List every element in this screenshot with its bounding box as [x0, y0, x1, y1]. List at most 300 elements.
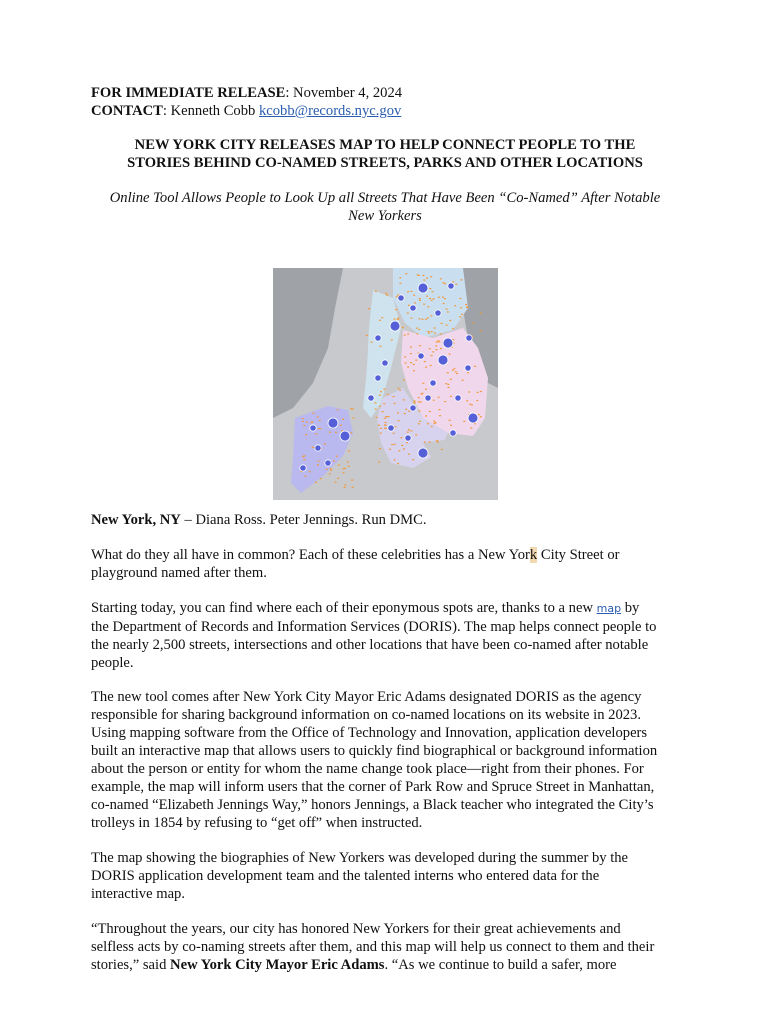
road-segment: [444, 401, 446, 402]
road-segment: [434, 332, 436, 333]
road-segment: [306, 421, 308, 422]
paragraph-development-team: [91, 849, 681, 903]
road-segment: [348, 466, 350, 467]
road-segment: [324, 443, 326, 444]
road-segment: [318, 428, 320, 429]
road-segment: [431, 300, 433, 301]
subheadline: [86, 189, 684, 225]
road-segment: [433, 421, 435, 422]
mayor-name: New York City Mayor Eric Adams: [170, 957, 385, 973]
road-segment: [305, 476, 307, 477]
road-segment: [404, 356, 406, 357]
location-marker: [390, 321, 400, 331]
road-segment: [303, 459, 305, 460]
road-segment: [406, 442, 408, 443]
paragraph-line: trolleys in 1854 by refusing to “get off” when instructed.: [91, 815, 423, 831]
road-segment: [449, 354, 451, 355]
road-segment: [383, 389, 385, 390]
road-segment: [326, 469, 328, 470]
location-marker: [455, 395, 461, 401]
road-segment: [455, 284, 457, 285]
road-segment: [375, 408, 377, 409]
road-segment: [302, 421, 304, 422]
p3-text-e: people.: [91, 655, 134, 671]
road-segment: [419, 318, 421, 319]
road-segment: [476, 400, 478, 401]
road-segment: [400, 437, 402, 438]
road-segment: [379, 395, 381, 396]
location-marker: [435, 310, 441, 316]
paragraph-line: about the person or entity for whom the name change took place—right from their phones. For: [91, 761, 644, 777]
road-segment: [422, 319, 424, 320]
road-segment: [311, 421, 313, 422]
paragraph-dateline: [91, 511, 681, 529]
release-date-line: [91, 84, 691, 102]
road-segment: [429, 298, 431, 299]
road-segment: [419, 300, 421, 301]
road-segment: [421, 394, 423, 395]
road-segment: [319, 420, 321, 421]
paragraph-celebrities: [91, 546, 681, 582]
road-segment: [418, 275, 420, 276]
road-segment: [309, 471, 311, 472]
contact-label: CONTACT: [91, 103, 163, 119]
road-segment: [384, 428, 386, 429]
road-segment: [450, 396, 452, 397]
road-segment: [302, 418, 304, 419]
road-segment: [407, 291, 409, 292]
road-segment: [394, 318, 396, 319]
road-segment: [436, 341, 438, 342]
road-segment: [422, 383, 424, 384]
p2-text-c: playground named after them.: [91, 565, 267, 581]
road-segment: [416, 328, 418, 329]
location-marker: [382, 360, 388, 366]
road-segment: [404, 335, 406, 336]
release-header: [91, 84, 691, 120]
road-segment: [433, 298, 435, 299]
location-marker: [315, 445, 321, 451]
road-segment: [348, 451, 350, 452]
location-marker: [398, 295, 404, 301]
location-marker: [425, 395, 431, 401]
road-segment: [450, 425, 452, 426]
road-segment: [405, 362, 407, 363]
road-segment: [374, 402, 376, 403]
road-segment: [444, 298, 446, 299]
location-marker: [375, 335, 381, 341]
road-segment: [437, 441, 439, 442]
location-marker: [325, 460, 331, 466]
road-segment: [347, 461, 349, 462]
location-marker: [448, 283, 454, 289]
road-segment: [394, 403, 396, 404]
road-segment: [432, 291, 434, 292]
road-segment: [342, 419, 344, 420]
road-segment: [467, 372, 469, 373]
road-segment: [425, 389, 427, 390]
road-segment: [395, 426, 397, 427]
road-segment: [424, 361, 426, 362]
location-marker: [438, 355, 448, 365]
road-segment: [474, 366, 476, 367]
location-marker: [418, 283, 428, 293]
road-segment: [414, 400, 416, 401]
road-segment: [438, 397, 440, 398]
road-segment: [393, 396, 395, 397]
road-segment: [460, 307, 462, 308]
contact-email-link[interactable]: kcobb@records.nyc.gov: [258, 103, 402, 119]
road-segment: [433, 400, 435, 401]
road-segment: [405, 273, 407, 274]
paragraph-line: built an interactive map that allows users to quickly find biographical or background information: [91, 743, 658, 759]
road-segment: [448, 387, 450, 388]
road-segment: [426, 296, 428, 297]
road-segment: [379, 406, 381, 407]
road-segment: [436, 440, 438, 441]
paragraph-line: example, the map will inform users that the corner of Park Row and Spruce Street in Manhattan,: [91, 779, 655, 795]
road-segment: [384, 424, 386, 425]
road-segment: [462, 380, 464, 381]
road-segment: [380, 428, 382, 429]
paragraph-line: co-named “Elizabeth Jennings Way,” honors Jennings, a Black teacher who integrated the City’s: [91, 797, 654, 813]
road-segment: [459, 298, 461, 299]
location-marker: [443, 338, 453, 348]
road-segment: [415, 434, 417, 435]
road-segment: [399, 277, 401, 278]
road-segment: [410, 346, 412, 347]
road-segment: [465, 304, 467, 305]
road-segment: [410, 353, 412, 354]
road-segment: [318, 461, 320, 462]
road-segment: [397, 319, 399, 320]
road-segment: [335, 482, 337, 483]
nyc-map-svg: [273, 268, 498, 500]
road-segment: [313, 413, 315, 414]
location-marker: [405, 435, 411, 441]
road-segment: [440, 278, 442, 279]
road-segment: [404, 413, 406, 414]
road-segment: [438, 341, 440, 342]
road-segment: [452, 370, 454, 371]
road-segment: [410, 430, 412, 431]
p6-text-a: “Throughout the years, our city has honored New Yorkers for their great achievements and: [91, 921, 621, 937]
paragraph-line: The new tool comes after New York City Mayor Eric Adams designated DORIS as the agency: [91, 689, 642, 705]
p2-text-a: What do they all have in common? Each of these celebrities has a New Yor: [91, 547, 530, 563]
road-segment: [303, 425, 305, 426]
road-segment: [449, 420, 451, 421]
p3-text-a: Starting today, you can find where each of their eponymous spots are, thanks to a new: [91, 600, 597, 616]
road-segment: [380, 433, 382, 434]
p3-text-c: the Department of Records and Information Services (DORIS). The map helps connect people to: [91, 619, 657, 635]
road-segment: [447, 384, 449, 385]
road-segment: [425, 367, 427, 368]
road-segment: [453, 368, 455, 369]
road-segment: [330, 468, 332, 469]
road-segment: [447, 311, 449, 312]
road-segment: [395, 309, 397, 310]
road-segment: [435, 345, 437, 346]
road-segment: [439, 409, 441, 410]
road-segment: [383, 403, 385, 404]
road-segment: [350, 432, 352, 433]
paragraph-line: DORIS application development team and the talented interns who entered data for the: [91, 868, 600, 884]
location-marker: [300, 465, 306, 471]
road-segment: [434, 327, 436, 328]
road-segment: [329, 432, 331, 433]
road-segment: [427, 423, 429, 424]
road-segment: [320, 478, 322, 479]
road-segment: [414, 302, 416, 303]
road-segment: [338, 465, 340, 466]
road-segment: [452, 328, 454, 329]
road-segment: [340, 425, 342, 426]
road-segment: [425, 319, 427, 320]
road-segment: [368, 308, 370, 309]
road-segment: [315, 482, 317, 483]
road-segment: [394, 444, 396, 445]
road-segment: [403, 399, 405, 400]
paragraph-line: The map showing the biographies of New Yorkers was developed during the summer by the: [91, 850, 629, 866]
road-segment: [382, 411, 384, 412]
road-segment: [431, 331, 433, 332]
road-segment: [380, 346, 382, 347]
road-segment: [425, 415, 427, 416]
road-segment: [385, 422, 387, 423]
road-segment: [407, 366, 409, 367]
road-segment: [335, 432, 337, 433]
road-segment: [419, 410, 421, 411]
paragraph-line: responsible for sharing background information on co-named locations on its website in 2023.: [91, 707, 641, 723]
road-segment: [452, 281, 454, 282]
road-segment: [431, 426, 433, 427]
road-segment: [456, 373, 458, 374]
road-segment: [480, 313, 482, 314]
road-segment: [333, 460, 335, 461]
dateline-text: – Diana Ross. Peter Jennings. Run DMC.: [180, 512, 427, 528]
road-segment: [343, 472, 345, 473]
road-segment: [418, 401, 420, 402]
road-segment: [337, 478, 339, 479]
road-segment: [466, 306, 468, 307]
road-segment: [351, 480, 353, 481]
road-segment: [446, 325, 448, 326]
road-segment: [427, 331, 429, 332]
road-segment: [315, 433, 317, 434]
road-segment: [336, 456, 338, 457]
road-segment: [480, 330, 482, 331]
road-segment: [305, 434, 307, 435]
road-segment: [446, 309, 448, 310]
road-segment: [449, 320, 451, 321]
road-segment: [455, 371, 457, 372]
road-segment: [440, 333, 442, 334]
road-segment: [376, 417, 378, 418]
road-segment: [412, 459, 414, 460]
road-segment: [385, 293, 387, 294]
dateline: New York, NY: [91, 512, 181, 528]
co-named-locations-map-image: [273, 268, 498, 500]
road-segment: [438, 297, 440, 298]
road-segment: [418, 397, 420, 398]
road-segment: [424, 442, 426, 443]
location-marker: [310, 425, 316, 431]
road-segment: [366, 335, 368, 336]
map-link[interactable]: map: [596, 602, 622, 615]
road-segment: [403, 448, 405, 449]
paragraph-line: Using mapping software from the Office of Technology and Innovation, application developers: [91, 725, 648, 741]
road-segment: [463, 421, 465, 422]
road-segment: [414, 402, 416, 403]
location-marker: [450, 430, 456, 436]
road-segment: [440, 348, 442, 349]
road-segment: [436, 349, 438, 350]
road-segment: [394, 459, 396, 460]
road-segment: [380, 391, 382, 392]
location-marker: [328, 418, 338, 428]
road-segment: [391, 444, 393, 445]
road-segment: [477, 392, 479, 393]
road-segment: [403, 379, 405, 380]
location-marker: [465, 365, 471, 371]
road-segment: [407, 334, 409, 335]
road-segment: [473, 322, 475, 323]
location-marker: [430, 380, 436, 386]
road-segment: [413, 370, 415, 371]
road-segment: [441, 449, 443, 450]
road-segment: [386, 295, 388, 296]
location-marker: [368, 395, 374, 401]
location-marker: [468, 413, 478, 423]
road-segment: [399, 390, 401, 391]
location-marker: [410, 305, 416, 311]
p6-text-d: . “As we continue to build a safer, more: [384, 957, 617, 973]
road-segment: [393, 433, 395, 434]
road-segment: [388, 416, 390, 417]
road-segment: [329, 473, 331, 474]
road-segment: [474, 423, 476, 424]
road-segment: [378, 425, 380, 426]
road-segment: [398, 420, 400, 421]
road-segment: [418, 423, 420, 424]
location-marker: [418, 448, 428, 458]
road-segment: [337, 409, 339, 410]
road-segment: [429, 442, 431, 443]
road-segment: [387, 394, 389, 395]
road-segment: [469, 404, 471, 405]
road-segment: [330, 470, 332, 471]
subheadline-line-1: Online Tool Allows People to Look Up all Streets That Have Been “Co-Named” After Notable: [109, 190, 661, 206]
road-segment: [444, 283, 446, 284]
road-segment: [379, 320, 381, 321]
road-segment: [371, 342, 373, 343]
location-marker: [388, 425, 394, 431]
road-segment: [398, 450, 400, 451]
road-segment: [385, 416, 387, 417]
road-segment: [439, 415, 441, 416]
road-segment: [379, 448, 381, 449]
paragraph-new-tool: [91, 688, 681, 832]
road-segment: [430, 365, 432, 366]
road-segment: [429, 348, 431, 349]
road-segment: [408, 429, 410, 430]
road-segment: [454, 305, 456, 306]
road-segment: [459, 316, 461, 317]
road-segment: [432, 351, 434, 352]
release-date: : November 4, 2024: [285, 85, 403, 101]
road-segment: [418, 329, 420, 330]
road-segment: [426, 278, 428, 279]
road-segment: [447, 372, 449, 373]
p3-text-b: by: [621, 600, 640, 616]
road-segment: [480, 416, 482, 417]
road-segment: [423, 280, 425, 281]
road-segment: [375, 291, 377, 292]
road-segment: [419, 298, 421, 299]
headline-line-1: NEW YORK CITY RELEASES MAP TO HELP CONNECT PEOPLE TO THE: [134, 137, 636, 153]
road-segment: [431, 355, 433, 356]
road-segment: [410, 362, 412, 363]
road-segment: [389, 449, 391, 450]
road-segment: [399, 283, 401, 284]
contact-name: : Kenneth Cobb: [162, 103, 259, 119]
road-segment: [428, 332, 430, 333]
subheadline-line-2: New Yorkers: [348, 208, 422, 224]
road-segment: [419, 345, 421, 346]
road-segment: [429, 288, 431, 289]
road-segment: [415, 360, 417, 361]
location-marker: [466, 335, 472, 341]
road-segment: [381, 317, 383, 318]
road-segment: [352, 487, 354, 488]
road-segment: [427, 306, 429, 307]
road-segment: [396, 296, 398, 297]
road-segment: [401, 445, 403, 446]
road-segment: [408, 411, 410, 412]
road-segment: [430, 315, 432, 316]
road-segment: [466, 400, 468, 401]
road-segment: [378, 462, 380, 463]
road-segment: [398, 318, 400, 319]
road-segment: [461, 279, 463, 280]
road-segment: [407, 313, 409, 314]
road-segment: [461, 314, 463, 315]
headline-line-2: STORIES BEHIND CO-NAMED STREETS, PARKS AND OTHER LOCATIONS: [127, 155, 643, 171]
road-segment: [352, 408, 354, 409]
road-segment: [344, 487, 346, 488]
road-segment: [468, 391, 470, 392]
road-segment: [312, 447, 314, 448]
road-segment: [434, 422, 436, 423]
location-marker: [375, 375, 381, 381]
road-segment: [391, 339, 393, 340]
road-segment: [397, 412, 399, 413]
road-segment: [478, 414, 480, 415]
road-segment: [450, 379, 452, 380]
paragraph-line: interactive map.: [91, 886, 186, 902]
road-segment: [422, 275, 424, 276]
release-label: FOR IMMEDIATE RELEASE: [91, 85, 286, 101]
road-segment: [413, 364, 415, 365]
road-segment: [405, 409, 407, 410]
road-segment: [317, 416, 319, 417]
road-segment: [420, 401, 422, 402]
p6-text-b: selfless acts by co-naming streets after them, and this map will help us connect to them and their: [91, 939, 655, 955]
road-segment: [441, 323, 443, 324]
road-segment: [416, 333, 418, 334]
road-segment: [445, 383, 447, 384]
road-segment: [353, 417, 355, 418]
